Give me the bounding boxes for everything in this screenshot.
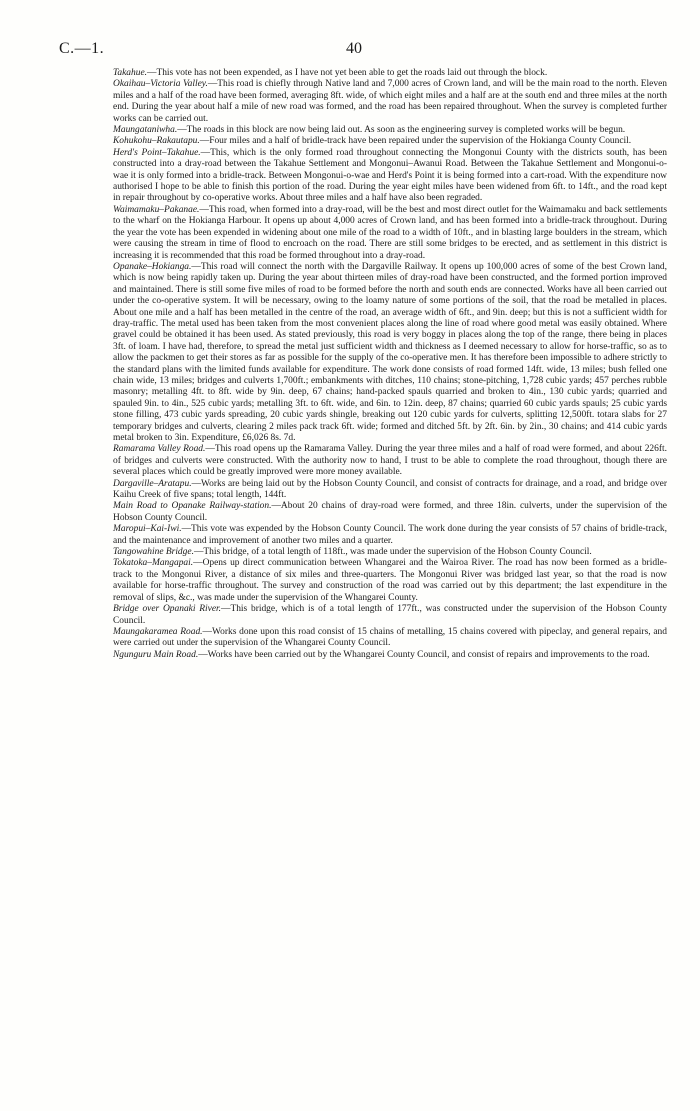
- paragraph-kohukohu: [113, 136, 667, 147]
- paragraph-heading: Takahue.: [113, 68, 147, 78]
- paragraph-tangowahine: [113, 547, 667, 558]
- document-reference: C.—1.: [59, 40, 105, 57]
- paragraph-heading: Dargaville–Aratapu.: [113, 478, 192, 489]
- paragraph-text: —Works done upon this road consist of 15 chains of metalling, 15 chains covered with pipeclay, and general repairs, and were carried out under the supervision of the Whangarei County Council.: [113, 626, 667, 649]
- paragraph-heading: Bridge over Opanaki River.: [113, 604, 221, 615]
- paragraph-maungataniwha: [113, 125, 667, 136]
- page-number: 40: [346, 40, 362, 57]
- paragraph-text: —Opens up direct communication between Whangarei and the Wairoa River. The road has now been formed as a bridle-track to the Mongonui River, a distance of six miles and three-quarters. The Mongonui River was bridged last year, so that the road is now available for horse-traffic throughout. The survey and construction of the road was carried out by this department; the last expenditure in the removal of slips, &c., was made under the supervision of the Whangarei County.: [113, 558, 667, 603]
- paragraph-heading: Opanake–Hokianga.: [113, 261, 192, 272]
- paragraph-heading: Okaihau–Victoria Valley.: [113, 79, 208, 90]
- paragraph-waimamaku: [113, 205, 667, 262]
- paragraph-heading: Ramarama Valley Road.: [113, 444, 206, 455]
- paragraph-ngunguru: [113, 650, 667, 661]
- paragraph-text: —This, which is the only formed road throughout connecting the Mongonui County with the districts south, has been constructed into a dray-road between the Takahue Settlement and Mongonui–Awanui Road. Between the Takahue Settlement and Mongonui-o-wae it is only formed into a bridle-track. Between Mongonui-o-wae and Herd's Point it is being formed into a cart-road. With the expenditure now authorised I hope to be able to finish this portion of the road. During the year eight miles have been widened from 6ft. to 14ft., and the road kept in repair throughout by co-operative works. About three miles and a half have also been regraded.: [113, 147, 667, 204]
- paragraph-text: —This vote has not been expended, as I have not yet been able to get the roads laid out through the block.: [147, 68, 548, 78]
- paragraph-heading: Main Road to Opanake Railway-station.: [113, 501, 272, 512]
- paragraph-heading: Kohukohu–Rakautapu.: [113, 136, 200, 147]
- paragraph-takahue: [113, 68, 667, 79]
- paragraph-herds-point: [113, 148, 667, 205]
- paragraph-ramarama: [113, 444, 667, 478]
- paragraph-text: —This road will connect the north with the Dargaville Railway. It opens up 100,000 acres of some of the best Crown land, which is now being rapidly taken up. During the year about thirteen miles of dray-road have been constructed, and the formed portion improved and maintained. There is still some five miles of road to be formed before the north and south ends are connected. Works have all been carried out under the co-operative system. It will be necessary, owing to the loamy nature of some portions of the soil, that the road be metalled in places. About one mile and a half has been metalled in the centre of the road, an average width of 6ft., and 9in. deep; but this is not a sufficient width for dray-traffic. The metal used has been taken from the most convenient places along the line of road where good metal was easily obtained. Where gravel could be obtained it has been used. As stated previously, this road is very boggy in places along the top of the range, there being in places 3ft. of loam. I have had, therefore, to spread the metal just sufficient width and thickness as I deemed necessary to allow for horse-traffic, so as to allow the packmen to get their stores as far as possible for the supply of the co-operative men. It has therefore been impossible to adhere strictly to the standard plans with the limited funds available for expenditure. The work done consists of road formed 14ft. wide, 13 miles; bush felled one chain wide, 13 miles; bridges and culverts 1,700ft.; embankments with ditches, 110 chains; stone-pitching, 1,728 cubic yards; 457 perches rubble masonry; metalling 4ft. to 8ft. wide by 9in. deep, 67 chains; hand-packed spauls quarried and broken to 4in., 130 cubic yards; quarried and spauled 9in. to 4in., 525 cubic yards; metalling 3ft. to 6ft. wide, and 6in. to 12in. deep, 87 chains; quarried 60 cubic yards spauls; 25 cubic yards stone filling, 473 cubic yards spreading, 20 cubic yards shingle, breaking out 120 cubic yards for culverts, splitting 12,500ft. totara slabs for 27 temporary bridges and culverts, clearing 2 miles pack track 6ft. wide; formed and ditched 5ft. by 2ft. 6in. by 2in., 30 chains; and 414 cubic yards metal broken to 3in. Expenditure, £6,026 8s. 7d.: [113, 261, 667, 443]
- paragraph-maungakaramea: [113, 627, 667, 650]
- paragraph-text: —Works are being laid out by the Hobson County Council, and consist of contracts for drainage, and a road, and bridge over Kaihu Creek of five spans; total length, 144ft.: [113, 478, 667, 501]
- paragraph-text: —About 20 chains of dray-road were formed, and three 18in. culverts, under the supervision of the Hobson County Council.: [113, 501, 667, 523]
- paragraph-opanaki-bridge: [113, 604, 667, 627]
- paragraph-heading: Maungakaramea Road.: [113, 626, 203, 637]
- paragraph-heading: Tokatoka–Mangapai.: [113, 558, 194, 569]
- paragraph-text: —This vote was expended by the Hobson County Council. The work done during the year consists of 57 chains of bridle-track, and the maintenance and improvement of another two miles and a quarter.: [113, 524, 667, 546]
- paragraph-text: —This bridge, which is of a total length of 177ft., was constructed under the supervision of the Hobson County Council.: [113, 604, 667, 626]
- paragraph-tokatoka: [113, 558, 667, 604]
- paragraph-text: —Four miles and a half of bridle-track have been repaired under the supervision of the Hokianga County Council.: [199, 136, 632, 147]
- paragraph-heading: Waimamaku–Pakanae.: [113, 204, 200, 215]
- paragraph-text: —This road opens up the Ramarama Valley. During the year three miles and a half of road were formed, and about 226ft. of bridges and culverts were constructed. With the authority now to hand, I trust to be able to complete the road throughout, though there are several places which could be greatly improved were more money available.: [113, 444, 667, 478]
- paragraph-text: —This bridge, of a total length of 118ft., was made under the supervision of the Hobson County Council.: [193, 547, 592, 558]
- paragraph-text: —This road is chiefly through Native land and 7,000 acres of Crown land, and will be the main road to the north. Eleven miles and a half of the road have been formed, averaging 8ft. wide, of which eight miles and a half are at the south end and three miles at the north end. During the year about half a mile of new road was formed, and the road has been repaired throughout. When the survey is completed further works can be carried out.: [113, 79, 667, 124]
- paragraph-opanake-station: [113, 501, 667, 524]
- paragraph-opanake-hokianga: [113, 262, 667, 445]
- paragraph-heading: Herd's Point–Takahue.: [113, 147, 201, 158]
- paragraph-okaihau: [113, 79, 667, 125]
- paragraph-text: —Works have been carried out by the Whangarei County Council, and consist of repairs and improvements to the road.: [198, 649, 650, 660]
- paragraph-dargaville: [113, 479, 667, 502]
- paragraph-heading: Maropui–Kai-Iwi.: [113, 524, 182, 535]
- page-header: [59, 40, 667, 64]
- paragraph-text: —The roads in this block are now being laid out. As soon as the engineering survey is completed works will be begun.: [177, 125, 626, 136]
- paragraph-text: —This road, when formed into a dray-road, will be the best and most direct outlet for the Waimamaku and back settlements to the wharf on the Hokianga Harbour. It opens up about 4,000 acres of Crown land, and has been formed into a bridle-track throughout. During the year the vote has been expended in widening about one mile of the road to a width of 10ft., and in blasting large boulders in the stream, which were causing the stream in time of flood to encroach on the road. There are still some bridges to be erected, and as settlement in this district is increasing it is recommended that this road be formed throughout into a dray-road.: [113, 204, 667, 261]
- paragraph-heading: Ngunguru Main Road.: [113, 649, 199, 660]
- paragraph-heading: Tangowahine Bridge.: [113, 547, 194, 558]
- paragraph-maropui: [113, 524, 667, 547]
- report-body: [113, 68, 667, 661]
- paragraph-heading: Maungataniwha.: [113, 125, 178, 136]
